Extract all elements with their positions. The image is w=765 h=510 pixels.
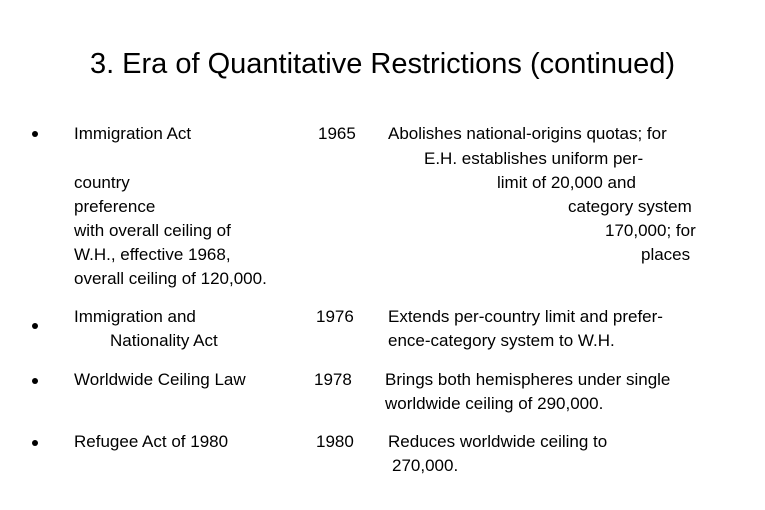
description-line: preference: [74, 197, 156, 216]
bullet-icon: [32, 323, 38, 329]
description-line: W.H., effective 1968,: [74, 245, 231, 264]
description-line: worldwide ceiling of 290,000.: [385, 394, 604, 413]
act-name: Immigration Act: [74, 124, 192, 143]
description-line: 170,000; for: [605, 221, 696, 240]
act-year: 1965: [318, 124, 356, 143]
description-line: limit of 20,000 and: [497, 173, 636, 192]
description-line: 270,000.: [392, 456, 459, 475]
description-line: Brings both hemispheres under single: [385, 370, 671, 389]
description-line: places: [641, 245, 691, 264]
act-name: Worldwide Ceiling Law: [74, 370, 246, 389]
description-line: overall ceiling of 120,000.: [74, 269, 267, 288]
description-line: ence-category system to W.H.: [388, 331, 615, 350]
bullet-icon: [32, 378, 38, 384]
description-line: country: [74, 173, 130, 192]
act-name: Refugee Act of 1980: [74, 432, 229, 451]
description-line: Abolishes national-origins quotas; for: [388, 124, 667, 143]
act-year: 1980: [316, 432, 354, 451]
act-year: 1976: [316, 307, 354, 326]
description-line: Reduces worldwide ceiling to: [388, 432, 608, 451]
act-name: Immigration and: [74, 307, 196, 326]
bullet-icon: [32, 440, 38, 446]
description-line: E.H. establishes uniform per-: [424, 149, 644, 168]
description-line: Extends per-country limit and prefer-: [388, 307, 663, 326]
description-line: category system: [568, 197, 692, 216]
bullet-icon: [32, 131, 38, 137]
act-year: 1978: [314, 370, 352, 389]
description-line: with overall ceiling of: [74, 221, 231, 240]
slide-title: 3. Era of Quantitative Restrictions (continued): [89, 48, 676, 80]
act-name: Nationality Act: [110, 331, 218, 350]
